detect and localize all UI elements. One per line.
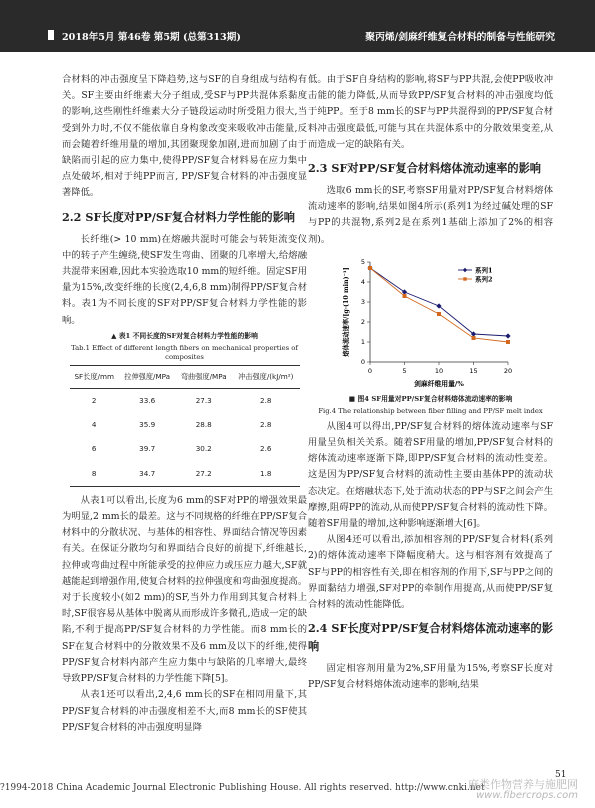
copyright-notice: ?1994-2018 China Academic Journal Electronic Publishing House. All rights reserved. http://www.cnki.net [0,783,485,793]
paragraph: 从表1可以看出,长度为6 mm的SF对PP的增强效果最为明显,2 mm长的最差。这与不同规格的纤维在PP/SF复合材料中的分散状况、与基体的相容性、界面结合情况等因素有关。在保证分散均匀和界面结合良好的前提下,纤维越长,拉伸或弯曲过程中所能承受的拉伸应力或压应力越大,SF就越能起到增强作用,使复合材料的拉伸强度和弯曲强度提高。对于长度较小(如2 mm)的SF,当外力作用到其复合材料上时,SF很容易从基体中脱离从而形成许多微孔,造成一定的缺陷,不利于提高PP/SF复合材料的力学性能。而8 mm长的SF在复合材料中的分散效果不及6 mm及以下的纤维,使得PP/SF复合材料内部产生应力集中与缺陷的几率增大,最终导致PP/SF复合材料的力学性能下降[5]。 [62,494,307,685]
table-cell: 39.7 [139,444,156,454]
y-tick-label: 5 [360,257,365,266]
watermark-url: www.fibercrops.com [476,790,578,801]
table-cell: 34.7 [119,462,176,487]
table-cell: 28.8 [195,420,212,430]
data-point [505,333,510,338]
y-tick-label: 3 [360,297,365,306]
data-point [368,266,372,270]
y-tick-label: 1 [360,337,365,346]
paragraph: 合材料的冲击强度呈下降趋势,这与SF的自身组成与结构有关。SF主要由纤维素大分子组成,受SF与PP共混体系黏度的影响,这些刚性纤维素大分子链段运动时所受阻力很大,当受到外力时,不仅不能依靠自身构象改变来吸收冲击能量,反而会随着纤维用量的增加,其团聚现象加剧,进而加剧了由于缺陷而引起的应力集中,使得PP/SF复合材料易在应力集中点处破坏,相对于纯PP而言, PP/SF复合材料的冲击强度显著降低。 [62,74,307,199]
page-number: 51 [555,770,567,780]
x-tick-label: 15 [469,366,478,375]
legend-label: 系列2 [475,275,493,284]
table-cell: 2.8 [260,396,272,406]
table-caption-cn: ▲ 表1 不同长度的SF对复合材料力学性能的影响 [111,331,258,340]
section-heading-2-3: 2.3 SF对PP/SF复合材料熔体流动速率的影响 [308,161,541,176]
table-row [70,462,300,487]
table-cell: 27.2 [175,462,232,487]
y-axis-label: 熔体流动速率/[g·(10 min)⁻¹] [343,267,350,357]
table-cell: 1.8 [232,462,299,487]
paragraph: 选取6 mm长的SF,考察SF用量对PP/SF复合材料熔体流动速率的影响,结果如图4所示(系列1为经过碱处理的SF与PP的共混物,系列2是在系列1基础上添加了2%的相容剂)。 [308,185,553,245]
legend-marker [463,277,466,280]
table-cell: 8 [70,462,119,487]
page-header [0,0,595,52]
section-heading-2-2: 2.2 SF长度对PP/SF复合材料力学性能的影响 [62,209,295,224]
left-column [62,72,307,736]
figure-caption-en: Fig.4 The relationship between fiber filling and PP/SF melt index [318,406,543,415]
article-title: 聚丙烯/剑麻纤维复合材料的制备与性能研究 [365,32,555,43]
table-cell: 27.3 [195,396,212,406]
table-cell: 6 [91,444,97,454]
x-axis-label: 剑麻纤维用量/% [414,379,464,388]
table-cell: 2.6 [260,444,272,454]
table-caption-en: Tab.1 Effect of different length fibers on mechanical properties of composites [71,343,298,361]
table-header-cell: SF长度/mm [70,365,119,388]
x-tick-label: 5 [402,366,407,375]
x-tick-label: 10 [434,366,444,375]
legend-label: 系列1 [475,266,493,275]
table-cell: 35.9 [139,420,156,430]
table-cell: 2.8 [260,420,272,430]
table-cell: 4 [91,420,97,430]
watermark-text: 麻类作物营养与施肥网 [468,778,578,791]
y-tick-label: 2 [360,317,365,326]
table-row [70,413,300,437]
data-point [472,336,476,340]
paragraph: 从图4可以得出,PP/SF复合材料的熔体流动速率与SF用量呈负相关关系。随着SF用量的增加,PP/SF复合材料的熔体流动速率逐渐下降,即PP/SF复合材料的流动性变差。这是因为PP/SF复合材料的流动性主要由基体PP的流动状态决定。在熔融状态下,处于流动状态的PP与SF之间会产生摩擦,阻碍PP的流动,从而使PP/SF复合材料的流动性下降。随着SF用量的增加,这种影响逐渐增大[6]。 [308,420,553,530]
figure-caption-cn: ■ 图4 SF用量对PP/SF复合材料熔体流动速率的影响 [348,394,513,403]
table-cell: 33.6 [139,396,156,406]
table-cell: 2 [91,396,97,406]
table-cell: 30.2 [195,444,212,454]
paragraph: 从图4还可以看出,添加相容剂的PP/SF复合材料(系列2)的熔体流动速率下降幅度稍大。这与相容剂有效提高了SF与PP的相容性有关,即在相容剂的作用下,SF与PP之间的界面黏结力增强,SF对PP的牵制作用提高,从而使PP/SF复合材料的流动性能降低。 [308,534,553,611]
table-row [70,437,300,461]
table-1 [70,365,300,487]
paragraph: 固定相容剂用量为2%,SF用量为15%,考察SF长度对PP/SF复合材料熔体流动速率的影响,结果 [308,663,553,691]
figure-4-chart [308,252,553,392]
paragraph: 从表1还可以看出,2,4,6 mm长的SF在相同用量下,其PP/SF复合材料的冲击强度相差不大,而8 mm长的SF使其PP/SF复合材料的冲击强度明显降 [62,689,307,733]
x-tick-label: 0 [367,366,373,375]
table-header-cell: 弯曲强度/MPa [175,365,232,388]
data-point [402,289,407,294]
data-point [403,294,407,298]
table-row [70,389,300,414]
table-header-cell: 冲击强度/(kJ/m²) [232,365,299,388]
x-tick-label: 20 [503,366,513,375]
table-header-cell: 拉伸强度/MPa [119,365,176,388]
issue-info: 2018年5月 第46卷 第5期 (总第313期) [62,32,241,43]
data-point [437,312,441,316]
paragraph: 低。由于SF自身结构的影响,将SF与PP共混,会使PP吸收冲击能的能力降低,从而导致PP/SF复合材料的冲击强度均低于纯PP。至于8 mm长的SF与PP共混得到的PP/SF复合材料冲击强度最低,可能与其在共混体系中的分散效果变差,从而造成一定的缺陷有关。 [308,74,553,150]
y-tick-label: 4 [360,277,365,286]
y-tick-label: 0 [360,357,365,366]
legend-marker [463,268,467,272]
header-mark [48,30,54,40]
section-heading-2-4: 2.4 SF长度对PP/SF复合材料熔体流动速率的影响 [308,621,553,654]
paragraph: 长纤维(> 10 mm)在熔融共混时可能会与转矩流变仪中的转子产生缠绕,使SF发生弯曲、团聚的几率增大,给熔融共混带来困难,因此本实验选取10 mm的短纤维。固定SF用量为15%,改变纤维的长度(2,4,6,8 mm)制得PP/SF复合材料。表1为不同长度的SF对PP/SF复合材料力学性能的影响。 [62,233,307,326]
data-point [506,340,510,344]
right-column [308,72,553,694]
